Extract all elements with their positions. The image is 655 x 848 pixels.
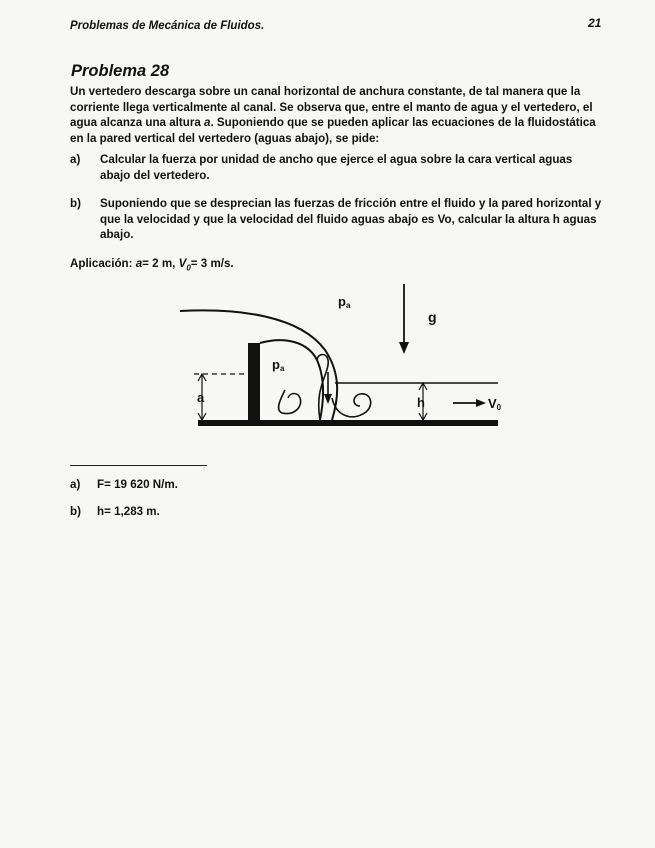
v-value: = 3 m/s. [190, 257, 234, 270]
item-text: Calcular la fuerza por unidad de ancho que ejerce el agua sobre la cara vertical aguas abajo del vertedero. [100, 153, 573, 182]
question-item-a [70, 152, 610, 186]
nappe-lower-surface [260, 340, 323, 420]
channel-floor [198, 420, 498, 426]
problem-statement: Un vertedero descarga sobre un canal horizontal de anchura constante, de tal manera que la corriente llega verticalmente al canal. Se observa que, entre el manto de agua y el vertedero, el agua alcanza una altura a. Suponiendo que se pueden aplicar las ecuaciones de la fluidostática en la pared vertical del vertedero (aguas abajo), se pide: [70, 85, 596, 145]
answers-divider [70, 465, 207, 466]
eddy-left [279, 390, 301, 414]
label-pa-top: pa [338, 294, 351, 310]
item-marker: b) [70, 197, 81, 210]
label-v0: V0 [488, 396, 502, 412]
weir-wall [248, 343, 260, 423]
symbol-v: $V_0$ [178, 257, 191, 273]
item-text: Suponiendo que se desprecian las fuerzas de fricción entre el fluido y la pared horizontal y que la velocidad y que la velocidad del fluido aguas abajo es Vo, calcular la altura h aguas abajo. [100, 197, 602, 242]
item-marker: a) [70, 153, 81, 166]
label-pa-inner: pa [272, 357, 285, 373]
symbol-a: a [135, 257, 143, 270]
application-prefix: Aplicación: [70, 257, 136, 270]
label-g: g [428, 309, 437, 325]
a-value: = 2 m, [142, 257, 179, 270]
answer-value: F= 19 620 N/m. [97, 478, 178, 491]
eddy-right [332, 394, 371, 417]
question-item-b [70, 196, 615, 248]
label-h: h [417, 395, 425, 410]
answer-marker: b) [70, 505, 81, 518]
weir-diagram [170, 280, 510, 440]
answer-marker: a) [70, 478, 81, 491]
answer-value: h= 1,283 m. [97, 505, 160, 518]
label-a: a [197, 390, 205, 405]
application-values [70, 257, 234, 272]
symbol-a: a [204, 116, 211, 130]
page-number: 21 [588, 16, 602, 30]
problem-title: Problema 28 [71, 62, 170, 80]
running-header: Problemas de Mecánica de Fluidos. [70, 20, 265, 32]
